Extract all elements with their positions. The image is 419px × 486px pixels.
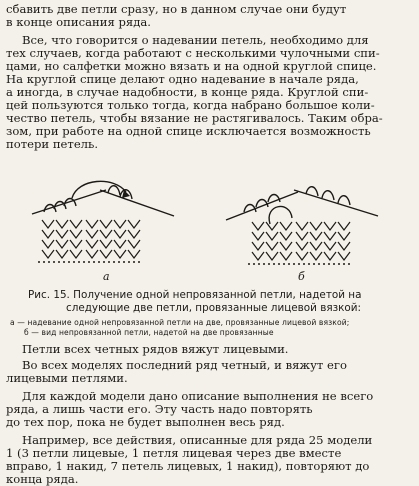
text-line: зом, при работе на одной спице исключается возможность bbox=[6, 124, 371, 138]
knitting-illustration-a bbox=[28, 178, 178, 268]
figure-caption: Рис. 15. Получение одной непровязанной петли, надетой на bbox=[28, 289, 362, 301]
text-line: вправо, 1 накид, 7 петель лицевых, 1 накид), повторяют до bbox=[6, 459, 370, 473]
text-line: цами, но салфетки можно вязать и на одной круглой спице. bbox=[6, 59, 377, 73]
figure-legend: а — надевание одной непровязанной петли на две, провязанные лицевой вязкой; bbox=[10, 318, 350, 327]
text-line: Петли всех четных рядов вяжут лицевыми. bbox=[22, 342, 289, 356]
figure-label-b: б bbox=[298, 270, 305, 283]
text-line: в конце описания ряда. bbox=[6, 15, 151, 29]
text-line: тех случаев, когда работают с несколькими чулочными спи- bbox=[6, 46, 380, 60]
text-line: чество петель, чтобы вязание не растягивалось. Таким обра- bbox=[6, 111, 383, 125]
text-line: а иногда, в случае надобности, в конце ряда. Круглой спи- bbox=[6, 85, 369, 99]
text-line: 1 (3 петли лицевые, 1 петля лицевая через две вместе bbox=[6, 446, 342, 460]
figure-label-a: а bbox=[103, 270, 110, 283]
text-line: цей пользуются только тогда, когда набрано большое коли- bbox=[6, 98, 375, 112]
text-line: до тех пор, пока не будет выполнен весь ряд. bbox=[6, 415, 285, 429]
text-line: сбавить две петли сразу, но в данном случае они будут bbox=[6, 2, 347, 16]
figure-legend: б — вид непровязанной петли, надетой на две провязанные bbox=[24, 328, 274, 337]
text-line: Для каждой модели дано описание выполнения не всего bbox=[22, 389, 374, 403]
text-line: лицевыми петлями. bbox=[6, 371, 128, 385]
text-line: конца ряда. bbox=[6, 472, 79, 486]
knitting-illustration-b bbox=[222, 180, 382, 270]
text-line: ряда, а лишь части его. Эту часть надо повторять bbox=[6, 402, 313, 416]
text-line: Все, что говорится о надевании петель, необходимо для bbox=[22, 33, 369, 47]
text-line: Во всех моделях последний ряд четный, и вяжут его bbox=[22, 358, 347, 372]
text-line: потери петель. bbox=[6, 137, 99, 151]
text-line: На круглой спице делают одно надевание в начале ряда, bbox=[6, 72, 359, 86]
figure-caption: следующие две петли, провязанные лицевой вязкой: bbox=[66, 302, 361, 314]
text-line: Например, все действия, описанные для ряда 25 модели bbox=[22, 433, 373, 447]
